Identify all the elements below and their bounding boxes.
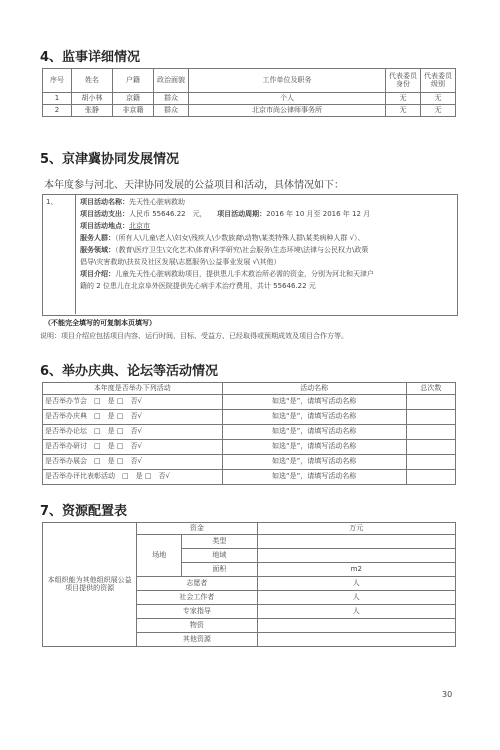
social-worker-label: 社会工作者 bbox=[137, 591, 257, 605]
cell: 无 bbox=[421, 105, 456, 117]
cell: 群众 bbox=[154, 93, 189, 105]
cell: 无 bbox=[386, 93, 421, 105]
table-row bbox=[43, 410, 456, 425]
activity-name: 如选“是”，请填写活动名称 bbox=[222, 470, 406, 485]
activity-question[interactable]: 是否举办庆典 □ 是 □ 否√ bbox=[43, 410, 223, 425]
resource-label: 本组织能为其他组织展公益项目提供的资源 bbox=[43, 523, 137, 647]
section4-heading: 4、监事详细情况 bbox=[40, 50, 141, 65]
crowd-value: （所有人\儿童\老人\妇女\残疾人\少数族裔\动物\某类特殊人群\某类病种人群 √）、 bbox=[115, 234, 365, 242]
section5-heading: 5、京津冀协同发展情况 bbox=[40, 152, 180, 167]
header-cell: 活动名称 bbox=[222, 383, 406, 395]
material-value bbox=[257, 619, 455, 633]
project-index: 1、 bbox=[46, 198, 58, 206]
supervisor-table bbox=[42, 68, 456, 117]
header-cell: 户籍 bbox=[113, 69, 154, 93]
period-value: 2016 年 10 月至 2016 年 12 月 bbox=[266, 210, 371, 218]
material-label: 物资 bbox=[137, 619, 257, 633]
header-cell: 政治面貌 bbox=[154, 69, 189, 93]
section5-intro: 本年度参与河北、天津协同发展的公益项目和活动，具体情况如下： bbox=[44, 180, 344, 191]
activity-name: 如选“是”，请填写活动名称 bbox=[222, 410, 406, 425]
social-worker-unit: 人 bbox=[257, 591, 455, 605]
region-label: 地域 bbox=[182, 549, 257, 563]
period-label: 项目活动周期： bbox=[217, 210, 267, 218]
activity-question[interactable]: 是否举办展会 □ 是 □ 否√ bbox=[43, 455, 223, 470]
field-value-1: （教育\医疗卫生\文化艺术\体育\科学研究\社会服务\生态环境\法律与公民权力\政策 bbox=[115, 246, 369, 254]
table-row bbox=[43, 395, 456, 410]
field-label: 服务领域： bbox=[80, 246, 115, 254]
table-row bbox=[43, 455, 456, 470]
activity-question[interactable]: 是否举办论坛 □ 是 □ 否√ bbox=[43, 425, 223, 440]
expert-unit: 人 bbox=[257, 605, 455, 619]
section7-heading: 7、资源配置表 bbox=[40, 504, 128, 519]
page-number: 30 bbox=[442, 690, 453, 699]
section5-description: 说明：项目介绍应包括项目内容、运行时间、目标、受益方、已经取得或预期成效及项目合作方等。 bbox=[40, 332, 348, 340]
resource-table bbox=[42, 522, 456, 647]
count-cell bbox=[406, 470, 455, 485]
place-label: 项目活动地点： bbox=[80, 222, 129, 230]
table-row bbox=[43, 105, 456, 117]
header-cell: 代表委员级别 bbox=[421, 69, 456, 93]
cell: 张静 bbox=[72, 105, 113, 117]
crowd-label: 服务人群： bbox=[80, 234, 115, 242]
table-row bbox=[43, 470, 456, 485]
activity-name: 如选“是”，请填写活动名称 bbox=[222, 425, 406, 440]
header-cell: 本年度是否举办下列活动 bbox=[43, 383, 223, 395]
count-cell bbox=[406, 410, 455, 425]
section6-heading: 6、举办庆典、论坛等活动情况 bbox=[40, 364, 219, 379]
type-value bbox=[257, 535, 455, 549]
intro-value-1: 儿童先天性心脏病救助项目，提供患儿手术救治所必需的资金，分别为河北和天津户 bbox=[115, 270, 374, 278]
copy-note: （不能完全填写的可复制本页填写） bbox=[44, 319, 156, 327]
intro-value-2: 籍的 2 位患儿在北京阜外医院提供先心病手术治疗费用，共计 55646.22 元 bbox=[80, 282, 316, 290]
volunteer-label: 志愿者 bbox=[137, 577, 257, 591]
other-value bbox=[257, 633, 455, 647]
name-label: 项目活动名称： bbox=[80, 198, 129, 206]
activity-table bbox=[42, 382, 456, 485]
cell: 胡小林 bbox=[72, 93, 113, 105]
cell: 1 bbox=[43, 93, 72, 105]
project-detail bbox=[80, 198, 452, 294]
funds-label: 资金 bbox=[137, 523, 257, 535]
volunteer-unit: 人 bbox=[257, 577, 455, 591]
activity-name: 如选“是”，请填写活动名称 bbox=[222, 395, 406, 410]
expert-label: 专家指导 bbox=[137, 605, 257, 619]
activity-question[interactable]: 是否举办评比表彰活动 □ 是 □ 否√ bbox=[43, 470, 223, 485]
table-row bbox=[43, 440, 456, 455]
activity-question[interactable]: 是否举办研讨 □ 是 □ 否√ bbox=[43, 440, 223, 455]
activity-name: 如选“是”，请填写活动名称 bbox=[222, 440, 406, 455]
cell: 无 bbox=[421, 93, 456, 105]
area-unit: m2 bbox=[257, 563, 455, 577]
cell: 群众 bbox=[154, 105, 189, 117]
funds-value: 人民币 55646.22 元， bbox=[129, 210, 204, 218]
cell: 个人 bbox=[189, 93, 386, 105]
header-cell: 姓名 bbox=[72, 69, 113, 93]
header-cell: 代表委员身份 bbox=[386, 69, 421, 93]
cell: 北京市尚公律师事务所 bbox=[189, 105, 386, 117]
table-row bbox=[43, 425, 456, 440]
funds-unit: 万元 bbox=[257, 523, 455, 535]
cell: 无 bbox=[386, 105, 421, 117]
count-cell bbox=[406, 455, 455, 470]
activity-question[interactable]: 是否举办节会 □ 是 □ 否√ bbox=[43, 395, 223, 410]
field-value-2: 倡导\灾害救助\扶贫及社区发展\志愿服务\公益事业发展 √\其他） bbox=[80, 258, 281, 266]
area-label: 面积 bbox=[182, 563, 257, 577]
count-cell bbox=[406, 440, 455, 455]
count-cell bbox=[406, 425, 455, 440]
header-cell: 工作单位及职务 bbox=[189, 69, 386, 93]
header-cell: 总次数 bbox=[406, 383, 455, 395]
activity-name: 如选“是”，请填写活动名称 bbox=[222, 455, 406, 470]
type-label: 类型 bbox=[182, 535, 257, 549]
count-cell bbox=[406, 395, 455, 410]
cell: 京籍 bbox=[113, 93, 154, 105]
funds-label: 项目活动支出： bbox=[80, 210, 129, 218]
venue-label: 场地 bbox=[137, 535, 182, 577]
name-value: 先天性心脏病救助 bbox=[129, 198, 185, 206]
header-cell: 序号 bbox=[43, 69, 72, 93]
cell: 2 bbox=[43, 105, 72, 117]
divider bbox=[75, 194, 76, 314]
intro-label: 项目介绍： bbox=[80, 270, 115, 278]
place-value: 北京市 bbox=[129, 222, 150, 230]
region-value bbox=[257, 549, 455, 563]
other-label: 其他资源 bbox=[137, 633, 257, 647]
cell: 非京籍 bbox=[113, 105, 154, 117]
table-row bbox=[43, 93, 456, 105]
